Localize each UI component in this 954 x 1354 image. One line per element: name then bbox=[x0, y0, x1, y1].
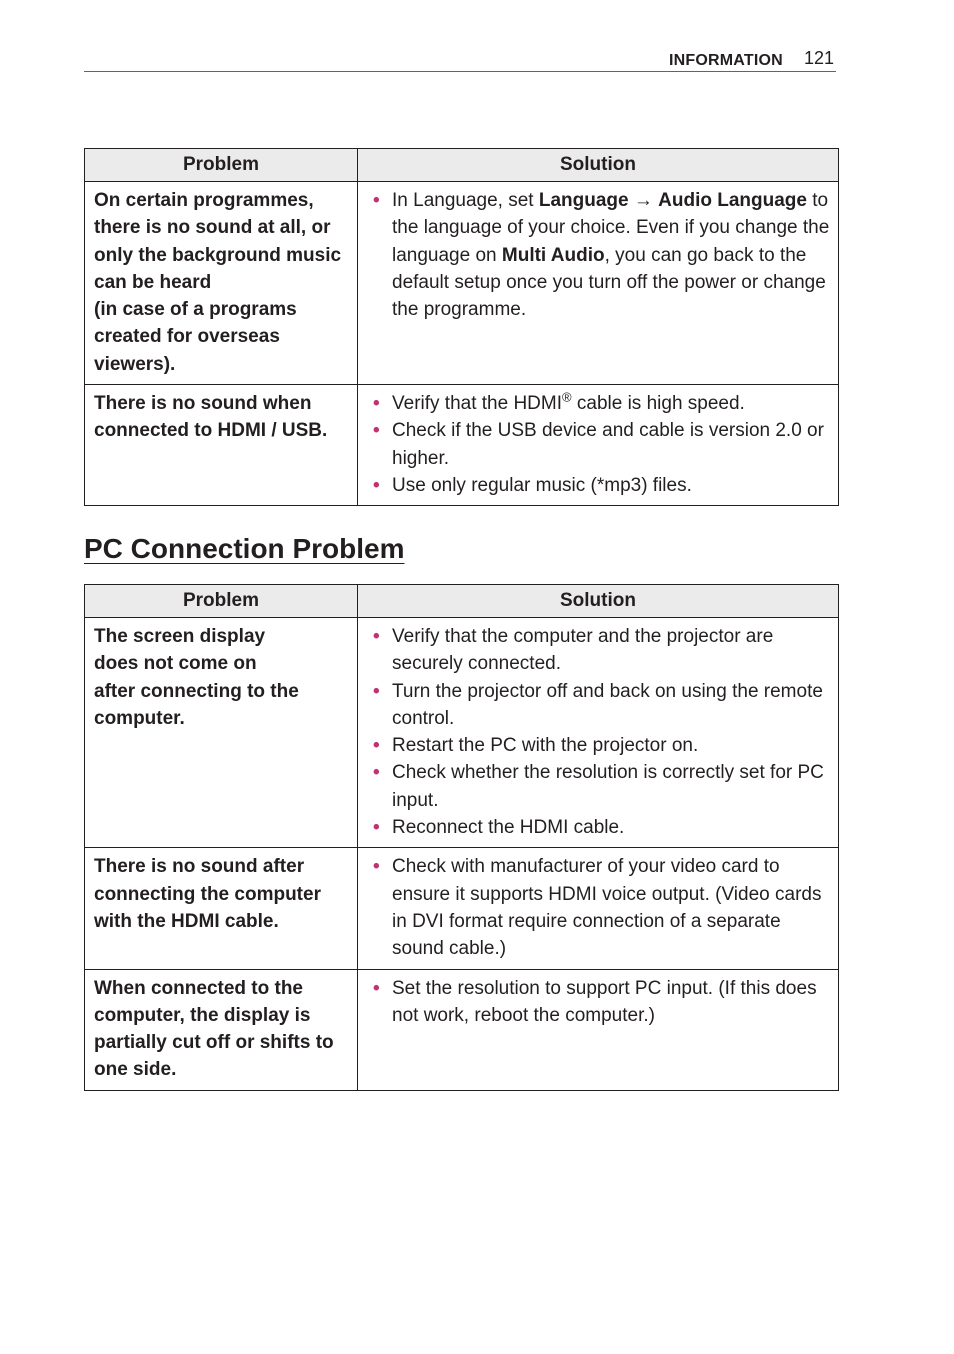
problem-cell bbox=[85, 182, 358, 385]
solution-list bbox=[372, 623, 830, 841]
section-label: INFORMATION bbox=[669, 52, 783, 69]
header-divider bbox=[84, 71, 836, 72]
table-header-row bbox=[85, 585, 839, 618]
problem-cell bbox=[85, 969, 358, 1090]
solution-cell bbox=[358, 618, 839, 848]
problem-line: viewers). bbox=[94, 353, 176, 375]
registered-mark: ® bbox=[562, 389, 572, 405]
solution-item: • Set the resolution to support PC input. (If this does not work, reboot the computer.) bbox=[372, 975, 830, 1030]
solution-item: • Restart the PC with the projector on. bbox=[372, 732, 830, 759]
solution-list bbox=[372, 187, 830, 323]
table-header-row bbox=[85, 149, 839, 182]
solution-item: • Verify that the HDMI® cable is high speed. bbox=[372, 390, 830, 417]
troubleshooting-table-sound bbox=[84, 148, 839, 506]
solution-item: • Turn the projector off and back on using the remote control. bbox=[372, 678, 830, 733]
table-row bbox=[85, 618, 839, 848]
problem-line: there is no sound at all, or bbox=[94, 217, 331, 239]
column-header-solution: Solution bbox=[358, 149, 839, 182]
problem-cell bbox=[85, 848, 358, 969]
table-row bbox=[85, 182, 839, 385]
solution-cell bbox=[358, 182, 839, 385]
problem-line: partially cut off or shifts to bbox=[94, 1032, 334, 1054]
solution-item: • Verify that the computer and the projector are securely connected. bbox=[372, 623, 830, 678]
problem-line: created for overseas bbox=[94, 326, 280, 348]
solution-cell bbox=[358, 969, 839, 1090]
solution-list bbox=[372, 853, 830, 962]
page-number: 121 bbox=[804, 48, 835, 68]
problem-cell bbox=[85, 618, 358, 848]
section-title: PC Connection Problem bbox=[84, 533, 405, 564]
problem-line: does not come on bbox=[94, 653, 257, 675]
solution-list bbox=[372, 975, 830, 1030]
problem-line: There is no sound when bbox=[94, 393, 312, 415]
solution-cell bbox=[358, 385, 839, 506]
problem-cell bbox=[85, 385, 358, 506]
problem-line: one side. bbox=[94, 1059, 177, 1081]
table-row bbox=[85, 969, 839, 1090]
solution-item: • Reconnect the HDMI cable. bbox=[372, 814, 830, 841]
column-header-problem: Problem bbox=[85, 149, 358, 182]
problem-line: On certain programmes, bbox=[94, 190, 314, 211]
column-header-solution: Solution bbox=[358, 585, 839, 618]
table-row bbox=[85, 848, 839, 969]
problem-line: The screen display bbox=[94, 626, 266, 647]
problem-line: can be heard bbox=[94, 271, 212, 293]
table-row bbox=[85, 385, 839, 506]
column-header-problem: Problem bbox=[85, 585, 358, 618]
solution-item: • Check whether the resolution is correctly set for PC input. bbox=[372, 759, 830, 814]
problem-line: only the background music bbox=[94, 244, 342, 266]
problem-line: When connected to the bbox=[94, 977, 303, 999]
solution-list bbox=[372, 390, 830, 499]
solution-item: • Use only regular music (*mp3) files. bbox=[372, 472, 830, 499]
problem-line: There is no sound after bbox=[94, 856, 305, 878]
problem-line: connected to HDMI / USB. bbox=[94, 420, 328, 442]
problem-line: computer, the display is bbox=[94, 1004, 311, 1026]
troubleshooting-table-pc bbox=[84, 584, 839, 1091]
problem-line: (in case of a programs bbox=[94, 299, 297, 321]
solution-item: • Check if the USB device and cable is version 2.0 or higher. bbox=[372, 417, 830, 472]
problem-line: connecting the computer bbox=[94, 883, 321, 905]
solution-cell bbox=[358, 848, 839, 969]
solution-item: • Check with manufacturer of your video card to ensure it supports HDMI voice output. (Video cards in DVI format require connection of a separate sound cable.) bbox=[372, 853, 830, 962]
problem-line: computer. bbox=[94, 707, 185, 729]
solution-item: • In Language, set Language → Audio Language to the language of your choice. Even if you change the language on Multi Audio, you can go back to the default setup once you turn off the power or change the programme. bbox=[372, 187, 830, 323]
problem-line: with the HDMI cable. bbox=[94, 910, 279, 932]
problem-line: after connecting to the bbox=[94, 680, 299, 702]
